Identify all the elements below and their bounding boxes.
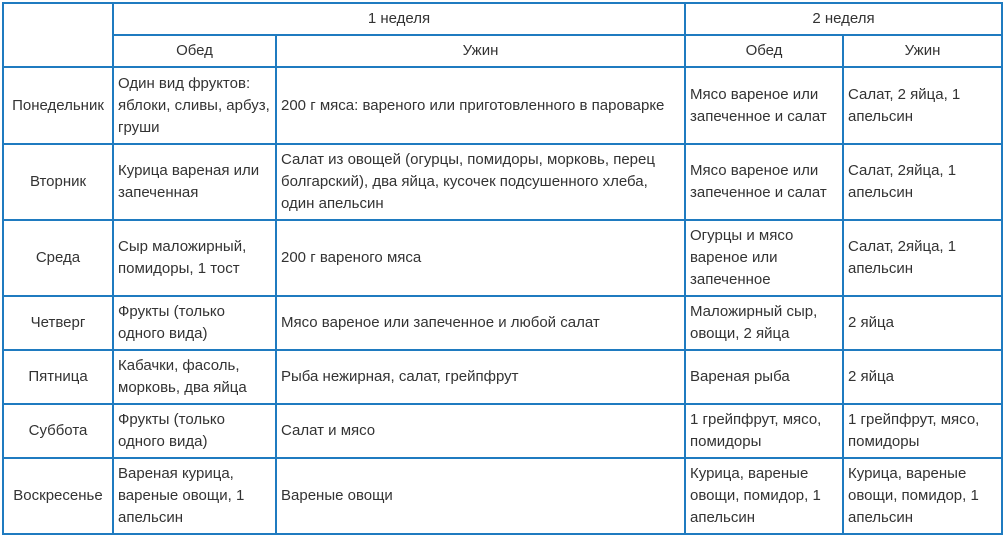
table-row (3, 458, 1002, 534)
corner-cell (3, 3, 113, 67)
diet-menu-table (2, 2, 1003, 535)
table-row (3, 144, 1002, 220)
menu-cell: Салат и мясо (276, 404, 685, 458)
menu-cell: 200 г мяса: вареного или приготовленного в пароварке (276, 67, 685, 144)
menu-cell: Вареные овощи (276, 458, 685, 534)
menu-cell: Мясо вареное или запеченное и салат (685, 144, 843, 220)
menu-cell: Фрукты (только одного вида) (113, 404, 276, 458)
day-cell: Среда (3, 220, 113, 296)
meal-header-row (3, 35, 1002, 67)
week-header-row (3, 3, 1002, 35)
menu-cell: 1 грейпфрут, мясо, помидоры (843, 404, 1002, 458)
menu-cell: Сыр маложирный, помидоры, 1 тост (113, 220, 276, 296)
table-row (3, 67, 1002, 144)
table-row (3, 350, 1002, 404)
table-row (3, 404, 1002, 458)
day-cell: Суббота (3, 404, 113, 458)
menu-cell: Один вид фруктов: яблоки, сливы, арбуз, груши (113, 67, 276, 144)
table-row (3, 220, 1002, 296)
day-cell: Вторник (3, 144, 113, 220)
day-cell: Воскресенье (3, 458, 113, 534)
menu-cell: Курица вареная или запеченная (113, 144, 276, 220)
menu-cell: Огурцы и мясо вареное или запеченное (685, 220, 843, 296)
week-1-lunch-header: Обед (113, 35, 276, 67)
week-2-lunch-header: Обед (685, 35, 843, 67)
menu-cell: Рыба нежирная, салат, грейпфрут (276, 350, 685, 404)
menu-cell: Салат из овощей (огурцы, помидоры, морковь, перец болгарский), два яйца, кусочек подсушенного хлеба, один апельсин (276, 144, 685, 220)
menu-cell: Вареная курица, вареные овощи, 1 апельсин (113, 458, 276, 534)
day-cell: Пятница (3, 350, 113, 404)
week-2-header: 2 неделя (685, 3, 1002, 35)
menu-cell: 1 грейпфрут, мясо, помидоры (685, 404, 843, 458)
week-1-header: 1 неделя (113, 3, 685, 35)
menu-cell: Вареная рыба (685, 350, 843, 404)
menu-cell: Мясо вареное или запеченное и салат (685, 67, 843, 144)
menu-cell: 2 яйца (843, 350, 1002, 404)
menu-cell: Кабачки, фасоль, морковь, два яйца (113, 350, 276, 404)
menu-cell: Салат, 2 яйца, 1 апельсин (843, 67, 1002, 144)
week-1-dinner-header: Ужин (276, 35, 685, 67)
day-cell: Понедельник (3, 67, 113, 144)
menu-cell: Фрукты (только одного вида) (113, 296, 276, 350)
week-2-dinner-header: Ужин (843, 35, 1002, 67)
menu-cell: Маложирный сыр, овощи, 2 яйца (685, 296, 843, 350)
menu-cell: Мясо вареное или запеченное и любой салат (276, 296, 685, 350)
table-row (3, 296, 1002, 350)
menu-cell: Курица, вареные овощи, помидор, 1 апельсин (685, 458, 843, 534)
day-cell: Четверг (3, 296, 113, 350)
menu-cell: 200 г вареного мяса (276, 220, 685, 296)
menu-cell: Салат, 2яйца, 1 апельсин (843, 220, 1002, 296)
menu-cell: Салат, 2яйца, 1 апельсин (843, 144, 1002, 220)
menu-cell: Курица, вареные овощи, помидор, 1 апельсин (843, 458, 1002, 534)
menu-cell: 2 яйца (843, 296, 1002, 350)
